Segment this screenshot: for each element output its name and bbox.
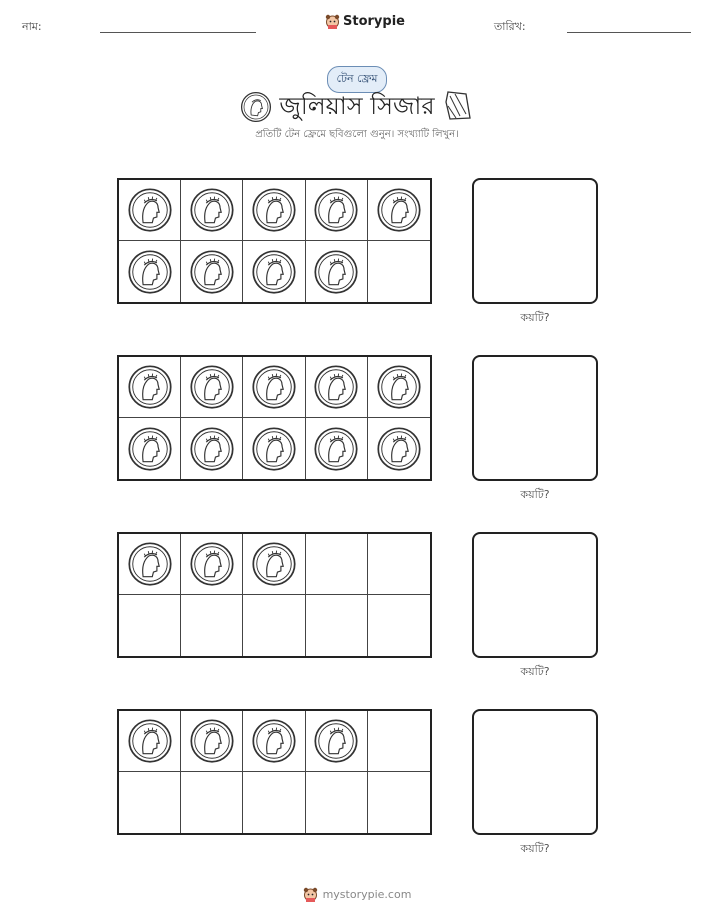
ten-frame-cell xyxy=(119,418,181,479)
date-label: তারিখ: xyxy=(494,20,526,33)
ten-frame-cell xyxy=(368,357,430,418)
caesar-coin-icon xyxy=(251,187,297,233)
ten-frame-cell xyxy=(306,711,368,772)
storypie-mascot-icon xyxy=(303,886,318,903)
ten-frame-cell xyxy=(368,772,430,833)
answer-box[interactable] xyxy=(472,178,598,304)
instruction-text: প্রতিটি টেন ফ্রেমে ছবিগুলো গুনুন। সংখ্যাটি লিখুন। xyxy=(255,129,459,140)
caesar-coin-icon xyxy=(189,187,235,233)
ten-frame-cell xyxy=(368,418,430,479)
caesar-coin-icon xyxy=(313,426,359,472)
ten-frame-cell xyxy=(306,772,368,833)
caesar-coin-icon xyxy=(251,718,297,764)
ten-frame-cell xyxy=(119,534,181,595)
caesar-coin-icon xyxy=(251,426,297,472)
brand-name: Storypie xyxy=(343,14,405,29)
brand-logo xyxy=(325,13,405,30)
ten-frame-cell xyxy=(243,772,305,833)
caesar-coin-icon xyxy=(189,364,235,410)
ten-frame-cell xyxy=(181,180,243,241)
ten-frame-cell xyxy=(119,595,181,656)
ten-frame-cell xyxy=(306,241,368,302)
ten-frame-cell xyxy=(243,711,305,772)
caesar-coin-icon xyxy=(189,426,235,472)
name-label: নাম: xyxy=(22,20,42,33)
ten-frame-cell xyxy=(243,418,305,479)
ten-frame-cell xyxy=(181,241,243,302)
caesar-coin-icon xyxy=(127,364,173,410)
ten-frame-cell xyxy=(119,180,181,241)
caesar-coin-icon xyxy=(127,426,173,472)
caesar-coin-icon xyxy=(127,718,173,764)
caesar-coin-icon xyxy=(376,426,422,472)
storypie-mascot-icon xyxy=(325,13,340,30)
caesar-coin-icon xyxy=(313,187,359,233)
ten-frame-cell xyxy=(243,180,305,241)
ten-frame-cell xyxy=(181,595,243,656)
ten-frame-cell xyxy=(368,711,430,772)
caesar-coin-icon xyxy=(127,249,173,295)
ten-frame-cell xyxy=(243,241,305,302)
caesar-coin-icon xyxy=(376,364,422,410)
ten-frame xyxy=(117,178,432,304)
ten-frame-cell xyxy=(243,534,305,595)
caesar-coin-icon xyxy=(127,187,173,233)
ten-frame-cell xyxy=(368,180,430,241)
ten-frame xyxy=(117,709,432,835)
ten-frame-cell xyxy=(181,772,243,833)
ten-frame-cell xyxy=(306,180,368,241)
caesar-coin-icon xyxy=(251,541,297,587)
caesar-coin-icon xyxy=(313,249,359,295)
name-line[interactable] xyxy=(100,32,256,33)
ten-frame-cell xyxy=(181,534,243,595)
worksheet-type-badge: টেন ফ্রেম xyxy=(327,66,386,93)
page-title: জুলিয়াস সিজার xyxy=(279,92,435,120)
count-question: কয়টি? xyxy=(520,842,550,855)
toga-icon xyxy=(440,88,474,122)
count-question: কয়টি? xyxy=(520,488,550,501)
ten-frame-cell xyxy=(119,772,181,833)
ten-frame-cell xyxy=(181,418,243,479)
ten-frame-cell xyxy=(306,357,368,418)
answer-box[interactable] xyxy=(472,355,598,481)
footer-url[interactable]: mystorypie.com xyxy=(322,888,412,901)
ten-frame-cell xyxy=(368,241,430,302)
ten-frame-cell xyxy=(306,418,368,479)
caesar-coin-icon xyxy=(127,541,173,587)
caesar-coin-icon xyxy=(189,249,235,295)
caesar-coin-icon xyxy=(313,364,359,410)
ten-frame xyxy=(117,355,432,481)
ten-frame-cell xyxy=(368,595,430,656)
answer-box[interactable] xyxy=(472,532,598,658)
count-question: কয়টি? xyxy=(520,311,550,324)
ten-frame-cell xyxy=(368,534,430,595)
caesar-coin-icon xyxy=(251,364,297,410)
ten-frame-cell xyxy=(243,357,305,418)
caesar-coin-icon xyxy=(189,541,235,587)
count-question: কয়টি? xyxy=(520,665,550,678)
caesar-coin-icon xyxy=(251,249,297,295)
date-line[interactable] xyxy=(567,32,691,33)
ten-frame-cell xyxy=(243,595,305,656)
ten-frame-cell xyxy=(306,595,368,656)
ten-frame-cell xyxy=(119,357,181,418)
caesar-coin-icon xyxy=(189,718,235,764)
ten-frame-cell xyxy=(306,534,368,595)
caesar-coin-icon xyxy=(376,187,422,233)
caesar-coin-icon xyxy=(313,718,359,764)
ten-frame-cell xyxy=(119,241,181,302)
ten-frame-cell xyxy=(181,711,243,772)
footer xyxy=(0,886,714,903)
answer-box[interactable] xyxy=(472,709,598,835)
ten-frame-cell xyxy=(181,357,243,418)
ten-frame-cell xyxy=(119,711,181,772)
ten-frame xyxy=(117,532,432,658)
